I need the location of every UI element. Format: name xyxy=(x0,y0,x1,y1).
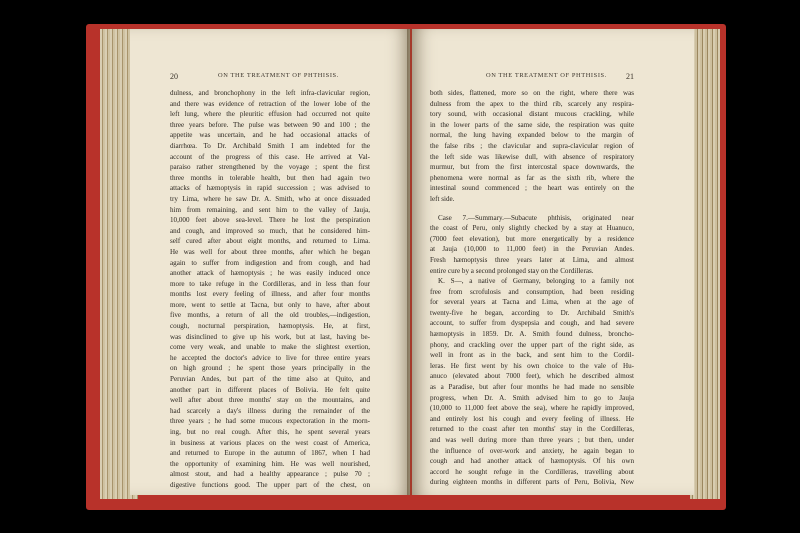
text-line: intestinal sound commenced ; the heart was entirely on the xyxy=(430,184,634,193)
text-line: left lung, where the pleuritic effusion had occurred not quite xyxy=(170,110,370,119)
text-line: the influence of over-work and anxiety, he again began to xyxy=(430,446,634,455)
text-line: progress, when Dr. A. Smith advised him to go to Jauja xyxy=(430,393,634,402)
text-line: phony, and crackling over the upper part of the right side, as xyxy=(430,340,634,349)
page-edges-right xyxy=(690,29,720,499)
paragraph-case7-summary xyxy=(430,213,634,277)
text-line: phenomena were normal as far as the sixth rib, where the xyxy=(430,173,634,182)
text-line: months lost every feeling of illness, and after four months xyxy=(170,290,370,299)
text-line: and was well during more than three years ; but then, under xyxy=(430,436,634,444)
text-line: dulness from the apex to the third rib, scarcely any respira- xyxy=(430,99,634,108)
text-line: come very weak, and unable to make the slightest exertion, xyxy=(170,343,370,352)
text-line: anuco (elevated about 7000 feet), which he described almost xyxy=(430,372,634,381)
text-line: five months, a return of all the old troubles,—indigestion, xyxy=(170,311,370,320)
text-line: at Jauja (10,000 to 11,000 feet) in the Peruvian Andes. xyxy=(430,245,634,254)
text-line: and returned to Europe in the autumn of 1867, when I had xyxy=(170,449,370,458)
text-line: almost stout, and had a healthy appearance ; pulse 70 ; xyxy=(170,470,370,479)
text-line: for several years at Tacna and Lima, when at the age of xyxy=(430,298,634,307)
text-line: K. S—, a native of Germany, belonging to a family not xyxy=(438,277,634,286)
text-line: (7000 feet elevation), but more energetically by a residence xyxy=(430,234,634,243)
text-line: both sides, flattened, more so on the right, where there was xyxy=(430,89,634,97)
text-line: normal, the lung having expanded below to the margin of xyxy=(430,131,634,140)
text-line: free from scrofulosis and consumption, had been residing xyxy=(430,287,634,296)
text-line: during eighteen months in different parts of Peru, Bolivia, New xyxy=(430,478,634,487)
text-line: again to suffer from indigestion and from cough, and had xyxy=(170,258,370,267)
text-line: three years ; he had some mucous expectoration in the morn- xyxy=(170,417,370,426)
right-body-text xyxy=(430,88,634,488)
text-line: account, to suffer from dyspepsia and cough, and had severe xyxy=(430,319,634,328)
text-line: paraiso rather strengthened by the voyage ; spent the first xyxy=(170,163,370,172)
text-line: the left side was likewise dull, with absence of respiratory xyxy=(430,152,634,161)
text-line: entire cure by a second prolonged stay on the Cordilleras. xyxy=(430,266,594,275)
text-line: (10,000 to 11,000 feet above the sea), where he rapidly improved, xyxy=(430,404,634,413)
text-line: leras. He first went by his own choice to the vale of Hu- xyxy=(430,361,634,370)
text-line: hæmoptysis in 1859. Dr. A. Smith found dulness, broncho- xyxy=(430,330,634,339)
text-line: he accepted the doctor's advice to live for three entire years xyxy=(170,353,370,362)
text-line: accord he sought refuge in the Cordilleras, travelling about xyxy=(430,467,634,476)
text-line: in the lower parts of the same side, the respiration was quite xyxy=(430,120,634,129)
text-line: and there was evidence of retraction of the lower lobe of the xyxy=(170,99,370,108)
text-line: three months in tolerable health, but then had again two xyxy=(170,173,370,182)
text-line: more to take refuge in the Cordilleras, and in less than four xyxy=(170,279,370,288)
left-body-text xyxy=(170,88,370,491)
paragraph-case7-body xyxy=(430,276,634,488)
text-line: murmur, but from the first intercostal space downwards, the xyxy=(430,163,634,172)
text-line: He was well for about three months, after which he began xyxy=(170,247,370,256)
text-line: Case 7.—Summary.—Subacute phthisis, originated near xyxy=(438,213,634,222)
text-line: attacks of hæmoptysis in rapid succession ; was advised to xyxy=(170,184,370,193)
text-line: and entirely lost his cough and every feeling of illness. He xyxy=(430,414,634,423)
text-line: Fresh hæmoptysis three years later at Lima, and almost xyxy=(430,255,634,264)
text-line: in business at various places on the west coast of America, xyxy=(170,438,370,447)
text-line: and cough, and improved so much, that he considered him- xyxy=(170,226,370,235)
text-line: on high ground ; he spent those years principally in the xyxy=(170,364,370,373)
text-line: was disinclined to give up his work, but at last, having be- xyxy=(170,332,370,341)
text-line: diarrhœa. To Dr. Archibald Smith I am indebted for the xyxy=(170,141,370,150)
text-line: another attack of hæmoptysis ; he was easily induced once xyxy=(170,269,370,278)
right-running-title: ON THE TREATMENT OF PHTHISIS. xyxy=(486,72,607,79)
text-line: cough, nocturnal perspiration, hæmoptysis. He, at first, xyxy=(170,322,370,331)
text-line: as a Paradise, but after four months he had made no sensible xyxy=(430,383,634,392)
text-line: dulness, and bronchophony in the left infra-clavicular region, xyxy=(170,89,370,97)
text-line: three years before. The pulse was between 90 and 100 ; the xyxy=(170,120,370,129)
text-line: twenty-five he began, according to Dr. Archibald Smith's xyxy=(430,308,634,317)
text-line: returned to the coast after ten months' stay in the Cordilleras, xyxy=(430,425,634,434)
text-line: self cured after about eight months, and returned to Lima. xyxy=(170,237,370,246)
text-line: well in front as in the back, and sent him to the Cordil- xyxy=(430,351,634,360)
left-running-title: ON THE TREATMENT OF PHTHISIS. xyxy=(218,72,339,79)
text-line: Peruvian Andes, but part of the time also at Quito, and xyxy=(170,375,370,384)
text-line: account of the progress of this case. He arrived at Val- xyxy=(170,152,370,161)
text-line: try Lima, where he saw Dr. A. Smith, who at once dissuaded xyxy=(170,194,370,203)
text-line: him from remaining, and sent him to the valley of Jauja, xyxy=(170,205,370,214)
text-line: left side. xyxy=(430,194,455,203)
text-line: tory sound, with occasional distant mucous crackling, while xyxy=(430,110,634,119)
left-page-number: 20 xyxy=(170,72,178,81)
paragraph-case6-end xyxy=(430,88,634,205)
left-page xyxy=(130,29,410,495)
text-line: had scarcely a day's illness during the remainder of the xyxy=(170,406,370,415)
text-line: the coast of Peru, only slightly checked by a stay at Huanuco, xyxy=(430,224,634,233)
right-page xyxy=(412,29,694,495)
text-line: the opportunity of examining him. He was well nourished, xyxy=(170,459,370,468)
text-line: the false ribs ; the clavicular and supra-clavicular region of xyxy=(430,141,634,150)
text-line: digestive functions good. The upper part of the chest, on xyxy=(170,480,370,489)
left-running-head xyxy=(170,72,370,81)
text-line: 10,000 feet above sea-level. There he lost the perspiration xyxy=(170,216,370,225)
text-line: cough and had another attack of hæmoptysis. Of his own xyxy=(430,457,634,466)
text-line: appetite was uncertain, and he had occasional attacks of xyxy=(170,131,370,140)
text-line: another part in different places of Bolivia. He felt quite xyxy=(170,385,370,394)
text-line: more, went to settle at Tacna, but only to have, after about xyxy=(170,300,370,309)
text-line: well after about three months' stay on the mountains, and xyxy=(170,396,370,405)
text-line: ing, but no real cough. After this, he spent several years xyxy=(170,428,370,436)
right-page-number: 21 xyxy=(626,72,634,81)
